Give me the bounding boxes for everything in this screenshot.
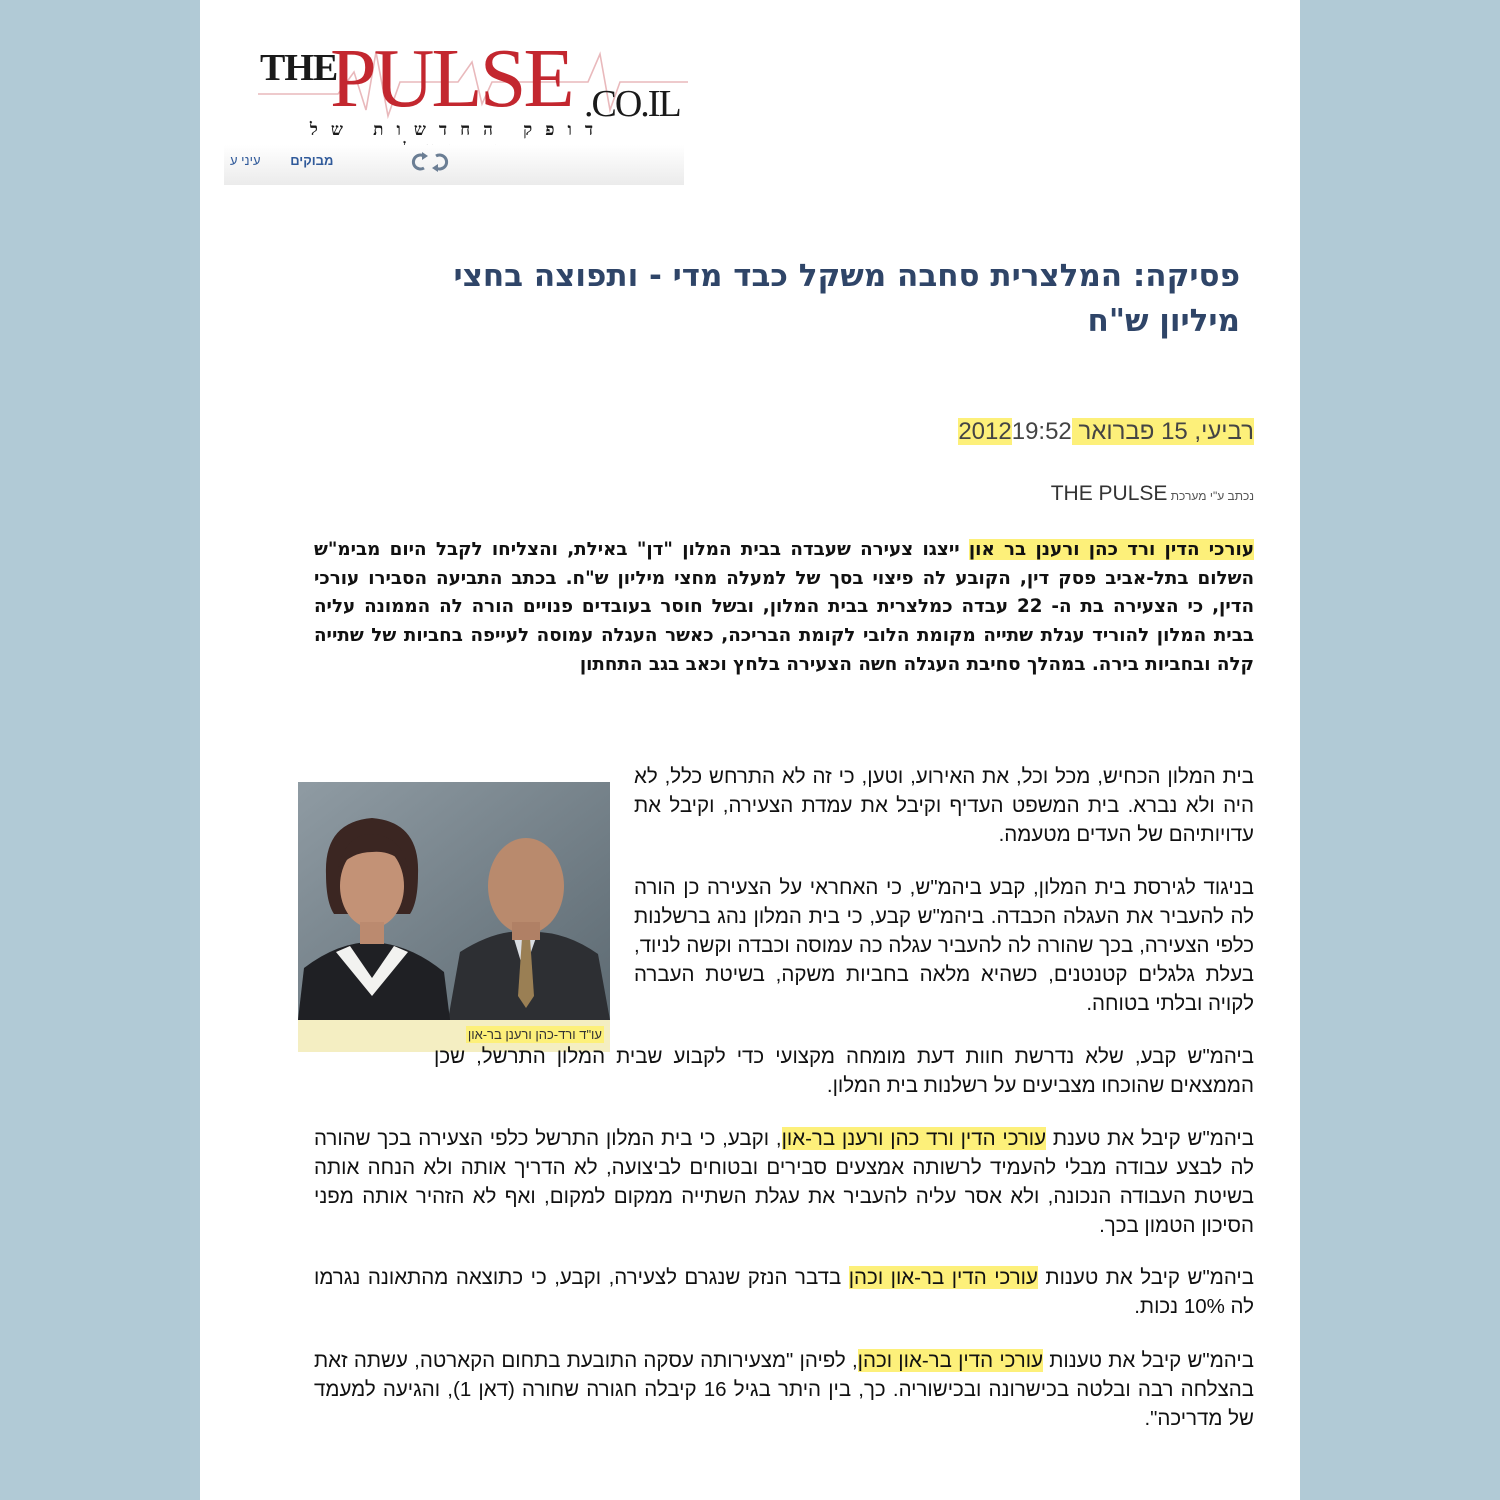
article-lead [314,536,1254,680]
article-paragraph-6 [314,1346,1254,1433]
nav-link-eyes[interactable]: עיני ע [230,153,261,168]
logo-slogan: דופק החדשות של [309,120,607,139]
article-paragraph-2: בניגוד לגירסת בית המלון, קבע ביהמ"ש, כי האחראי על הצעירה כן הורה לה להעביר את העגלה הכבדה. ביהמ"ש קבע, כי בית המלון נהג ברשלנות כלפי הצעירה, בכך שהורה לה להעביר עגלה כה עמוסה וכבדה וקשה לניוד, בעלת גלגלים קטנטנים, כשהיא מלאה בחביות משקה, בשיטת העברה לקויה ובלתי בטוחה. [634,876,1254,1016]
photo-figure [298,782,610,1052]
nav-bar [224,145,684,185]
p4-highlight: עורכי הדין ורד כהן ורענן בר-און [781,1127,1047,1150]
nav-link-wanted[interactable]: מבוקים [290,153,334,168]
p5-text-after: בדבר הנזק שנגרם לצעירה, וקבע, כי כתוצאה מהתאונה נגרמו לה 10% נכות. [314,1266,1254,1319]
p5-highlight: עורכי הדין בר-און וכהן [848,1266,1038,1289]
article-paragraph-5 [314,1263,1254,1321]
p4-text-after: , וקבע, כי בית המלון התרשל כלפי הצעירה בכך שהורה לה לבצע עבודה מבלי להעמיד לרשותה אמצעים סבירים ובטוחים לביצועה, לא הדריך אותה ולא הנחה אותה בשיטת העבודה הנכונה, ולא אסר עליה להעביר את עגלת השתייה ממקום למקום, ואף לא הזהיר אותה מפני הסיכון הטמון בכך. [314,1127,1254,1238]
lawyers-photo[interactable] [298,782,610,1020]
byline-brand: THE PULSE [1050,482,1168,505]
p6-text-before: ביהמ"ש קיבל את טענות [1043,1349,1254,1372]
photo-caption: עו"ד ורד-כהן ורענן בר-און [467,1027,602,1042]
lead-text: ייצגו צעירה שעבדה בבית המלון "דן" באילת, והצליחו לקבל היום מבימ"ש השלום בתל-אביב פסק דין, הקובע לה פיצוי בסך של למעלה מחצי מיליון ש"ח. בכתב התביעה הסבירו עורכי הדין, כי הצעירה בת ה- 22 עבדה כמלצרית בבית המלון, ובשל חוסר בעובדים פנויים הורה לה הממונה עליה בבית המלון להוריד עגלת שתייה מקומת הלובי לקומת הבריכה, כאשר העגלה עמוסה לעייפה בחביות של שתייה קלה ובחביות בירה. במהלך סחיבת העגלה חשה הצעירה בלחץ וכאב בגב התחתון [314,539,1255,675]
article-paragraph-3: ביהמ"ש קבע, שלא נדרשת חוות דעת מומחה מקצועי כדי לקבוע שבית המלון התרשל, שכן הממצאים שהוכחו מצביעים על רשלנות בית המלון. [434,1045,1254,1098]
logo-pulse: PULSE [330,32,572,125]
logo-domain: .CO.IL [584,83,680,125]
article-dateline [958,414,1254,450]
article-paragraph-4 [314,1124,1254,1240]
p5-text-before: ביהמ"ש קיבל את טענות [1037,1266,1254,1289]
refresh-arrows-icon[interactable] [408,151,452,173]
article-headline: פסיקה: המלצרית סחבה משקל כבד מדי - ותפוצה בחצי מיליון ש"ח [453,258,1240,339]
article-date: רביעי, 15 פברואר 2012 [958,418,1254,445]
logo-the: THE [260,47,338,89]
article-paragraph-1: בית המלון הכחיש, מכל וכל, את האירוע, וטען, כי זה לא התרחש כלל, לא היה ולא נברא. בית המשפט העדיף וקיבל את עמדת הצעירה, וקיבל את עדויותיהם של העדים מטעמה. [634,765,1254,847]
p4-text-before: ביהמ"ש קיבל את טענת [1046,1127,1254,1150]
article-time: 19:52 [1011,418,1072,445]
p6-text-after: , לפיהן "מצעירותה עסקה התובעת בתחום הקארטה, עשתה זאת בהצלחה רבה ובלטה בכישרונה ובכישוריה. כך, בין היתר בגיל 16 קיבלה חגורה שחורה (דאן 1), והגיעה למעמד של מדריכה". [314,1349,1255,1431]
p6-highlight: עורכי הדין בר-און וכהן [857,1349,1044,1372]
byline-prefix: נכתב ע"י מערכת [1170,489,1254,503]
document-page [200,0,1300,1500]
nav-links [230,153,333,168]
article-byline [1049,482,1254,506]
lead-highlight: עורכי הדין ורד כהן ורענן בר און [968,539,1254,560]
